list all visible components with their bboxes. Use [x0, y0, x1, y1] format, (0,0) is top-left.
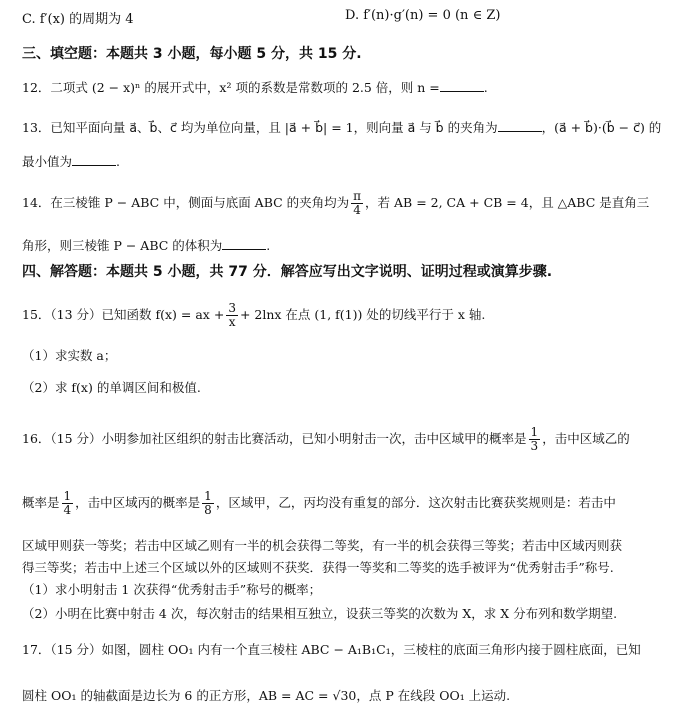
q13-line2: 最小值为 [22, 154, 73, 169]
question-16-sub2: （2）小明在比赛中射击 4 次，每次射击的结果相互独立，设获三等奖的次数为 X，求 X 分布列和数学期望. [22, 606, 618, 621]
q16-f2-num: 1 [63, 489, 72, 503]
q12-blank [440, 79, 484, 92]
question-14-line1 [22, 190, 679, 217]
q14-line2-tail: . [266, 238, 271, 253]
q13-line2-tail: . [116, 154, 120, 169]
q16-f3-num: 1 [204, 489, 212, 503]
question-16-line4: 得三等奖；若击中上述三个区域以外的区域则不获奖．获得一等奖和二等奖的选手被评为“优秀射击手”称号. [22, 560, 614, 575]
question-15-line1 [22, 302, 679, 329]
q14-text-a: 14．在三棱锥 P − ABC 中，侧面与底面 ABC 的夹角均为 [22, 195, 350, 210]
option-c: C. f′(x) 的周期为 4 [22, 12, 134, 27]
q13-mid: ，(a⃗ + b⃗)·(b⃗ − c⃗) 的 [541, 120, 662, 135]
q16-text-b: ，击中区域乙的 [542, 431, 630, 446]
q14-blank [222, 237, 266, 250]
q16-line2-b: ，击中区域丙的概率是 [75, 495, 201, 510]
q16-f2-den: 4 [63, 503, 72, 517]
q14-line2: 角形，则三棱锥 P − ABC 的体积为 [22, 238, 223, 253]
question-16-line1 [22, 426, 679, 453]
question-15-sub1: （1）求实数 a； [22, 348, 117, 363]
q15-frac-den: x [228, 315, 236, 329]
q16-f3-den: 8 [204, 503, 212, 517]
section-fill-heading: 三、填空题：本题共 3 小题，每小题 5 分，共 15 分. [22, 46, 362, 62]
q16-fraction-1 [529, 426, 541, 453]
section-answer-heading: 四、解答题：本题共 5 小题，共 77 分．解答应写出文字说明、证明过程或演算步骤. [22, 264, 553, 280]
q13-blank-2 [72, 153, 116, 166]
q14-frac-num: π [353, 189, 362, 203]
question-13-line1 [22, 118, 679, 138]
q15-text-b: + 2lnx 在点 (1, f(1)) 处的切线平行于 x 轴. [239, 307, 486, 322]
q14-frac-den: 4 [353, 203, 361, 217]
q14-fraction [351, 190, 363, 217]
option-d: D. f′(n)·g′(n) = 0 (n ∈ Z) [345, 8, 501, 23]
question-17-line2: 圆柱 OO₁ 的轴截面是边长为 6 的正方形，AB = AC = √30，点 P 在线段 OO₁ 上运动. [22, 688, 511, 703]
question-17-line1: 17．（15 分）如图，圆柱 OO₁ 内有一个直三棱柱 ABC − A₁B₁C₁，三棱柱的底面三角形内接于圆柱底面，已知 [22, 642, 641, 657]
q15-text-a: 15．（13 分）已知函数 f(x) = ax + [22, 307, 225, 322]
question-13-line2 [22, 152, 679, 172]
q16-fraction-2 [62, 490, 74, 517]
q16-fraction-3 [202, 490, 214, 517]
question-15-sub2: （2）求 f(x) 的单调区间和极值. [22, 380, 201, 395]
q12-text: 12．二项式 (2 − x)ⁿ 的展开式中，x² 项的系数是常数项的 2.5 倍，则 n = [22, 80, 440, 95]
q13-text: 13．已知平面向量 a⃗、b⃗、c⃗ 均为单位向量，且 |a⃗ + b⃗| = 1，则向量 a⃗ 与 b⃗ 的夹角为 [22, 120, 498, 135]
q13-blank-1 [498, 119, 542, 132]
q16-line2-c: ，区域甲，乙，丙均没有重复的部分．这次射击比赛获奖规则是：若击中 [215, 495, 616, 510]
question-16-sub1: （1）求小明射击 1 次获得“优秀射击手”称号的概率； [22, 582, 322, 597]
q14-text-b: ，若 AB = 2, CA + CB = 4，且 △ABC 是直角三 [365, 195, 650, 210]
q15-frac-num: 3 [228, 301, 236, 315]
question-12 [22, 78, 679, 98]
q16-line2-a: 概率是 [22, 495, 60, 510]
question-14-line2 [22, 236, 679, 256]
q16-f1-num: 1 [530, 425, 539, 439]
q12-tail: . [483, 80, 488, 95]
q16-f1-den: 3 [530, 439, 539, 453]
question-16-line2 [22, 490, 679, 517]
q15-fraction [226, 302, 238, 329]
q16-text-a: 16．（15 分）小明参加社区组织的射击比赛活动，已知小明射击一次，击中区域甲的概率是 [22, 431, 527, 446]
question-16-line3: 区域甲则获一等奖；若击中区域乙则有一半的机会获得二等奖，有一半的机会获得三等奖；若击中区域丙则获 [22, 538, 623, 553]
